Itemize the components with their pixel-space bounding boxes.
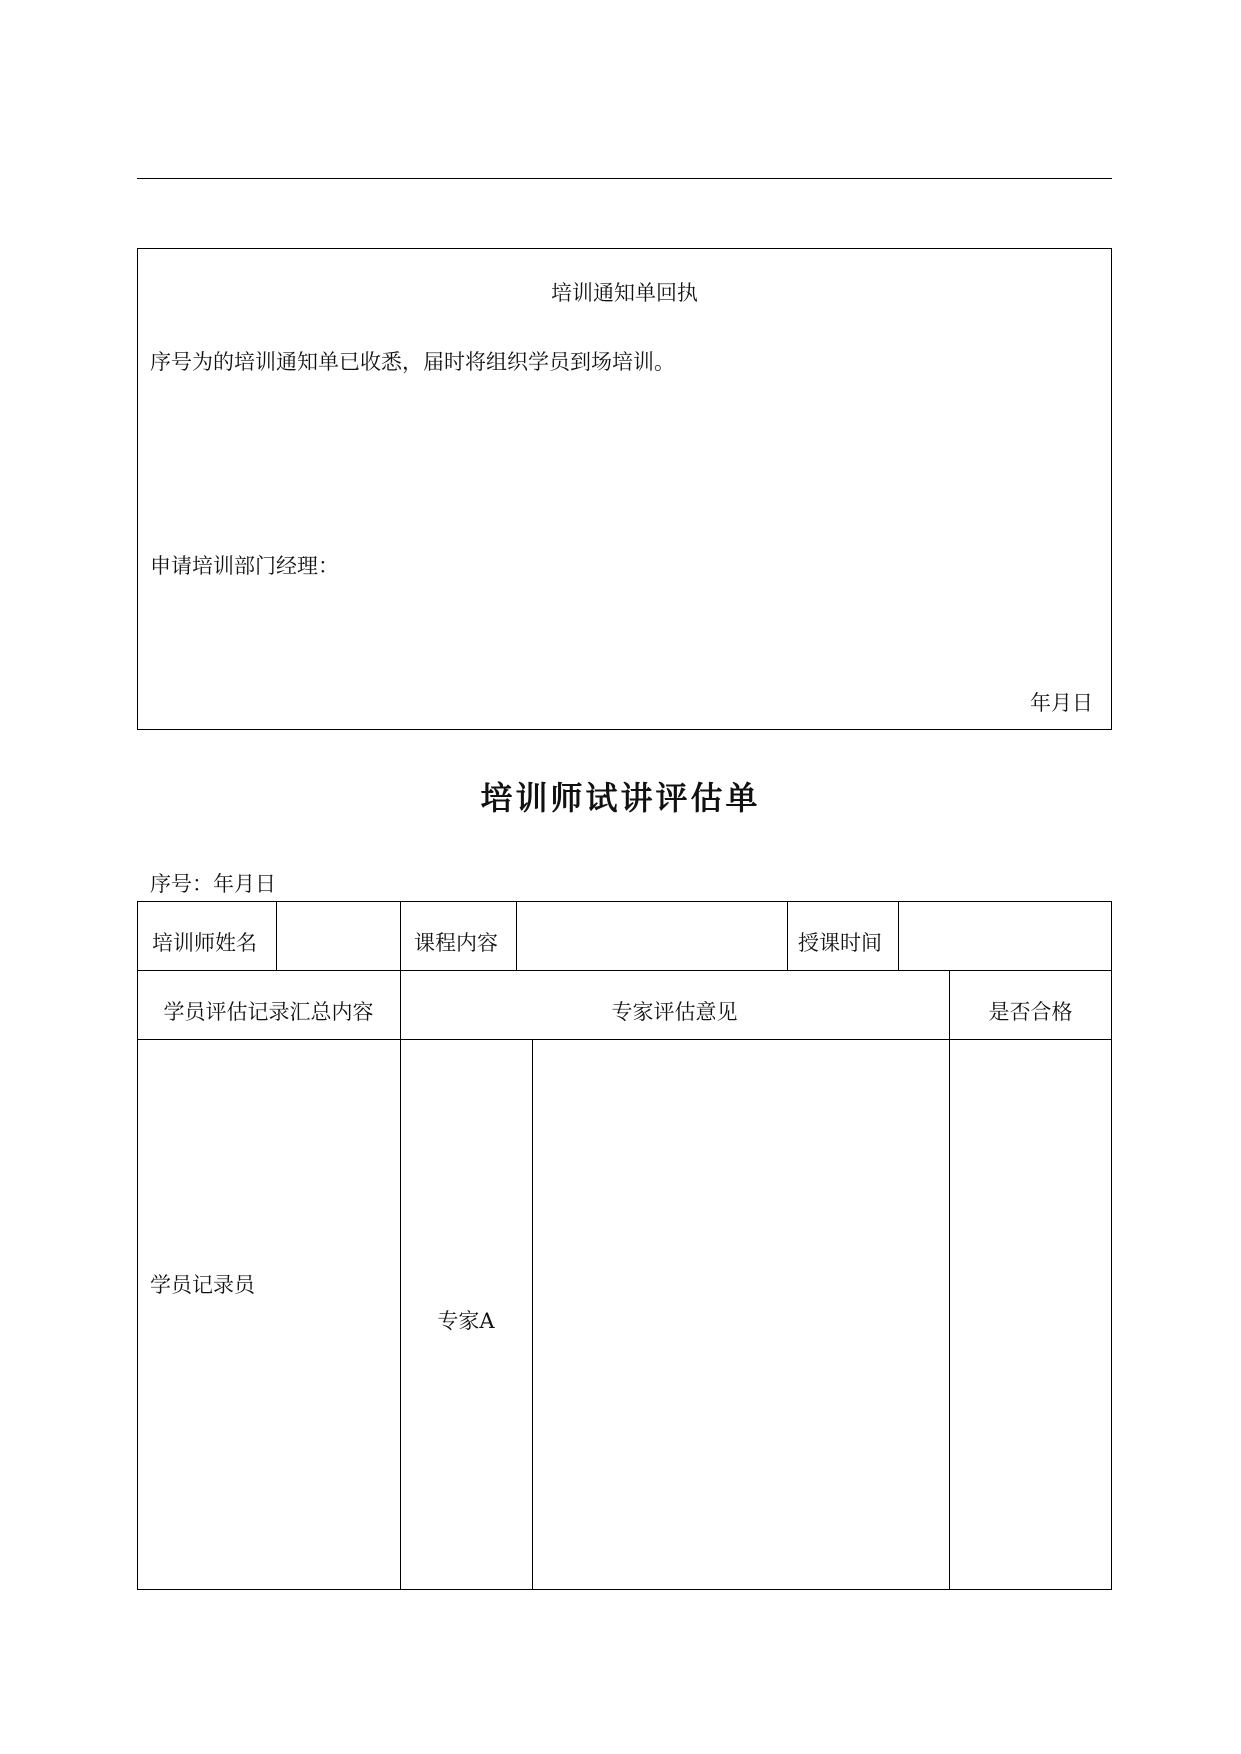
student-summary-label: 学员评估记录汇总内容	[163, 1000, 374, 1024]
expert-a-opinion-field[interactable]	[533, 1040, 948, 1589]
manager-signature-label: 申请培训部门经理：	[150, 554, 339, 578]
course-content-label: 课程内容	[414, 931, 498, 955]
receipt-box	[137, 248, 1112, 730]
qualified-field[interactable]	[950, 1040, 1111, 1589]
table-col-divider	[787, 901, 788, 970]
lecture-time-field[interactable]	[899, 902, 1111, 969]
header-rule	[137, 178, 1112, 179]
evaluation-meta: 序号：年月日	[150, 872, 276, 896]
receipt-title: 培训通知单回执	[551, 281, 698, 305]
trainer-name-field[interactable]	[277, 902, 399, 969]
receipt-date: 年月日	[1030, 691, 1093, 715]
receipt-statement: 序号为的培训通知单已收悉，届时将组织学员到场培训。	[150, 350, 675, 374]
qualified-label: 是否合格	[988, 1000, 1073, 1024]
lecture-time-label: 授课时间	[798, 931, 882, 955]
student-recorder-label: 学员记录员	[150, 1273, 255, 1297]
expert-a-label: 专家A	[437, 1309, 495, 1333]
course-content-field[interactable]	[517, 902, 786, 969]
evaluation-title: 培训师试讲评估单	[480, 779, 761, 817]
expert-opinion-label: 专家评估意见	[611, 1000, 738, 1024]
trainer-name-label: 培训师姓名	[152, 931, 257, 955]
table-row-divider	[137, 970, 1112, 971]
